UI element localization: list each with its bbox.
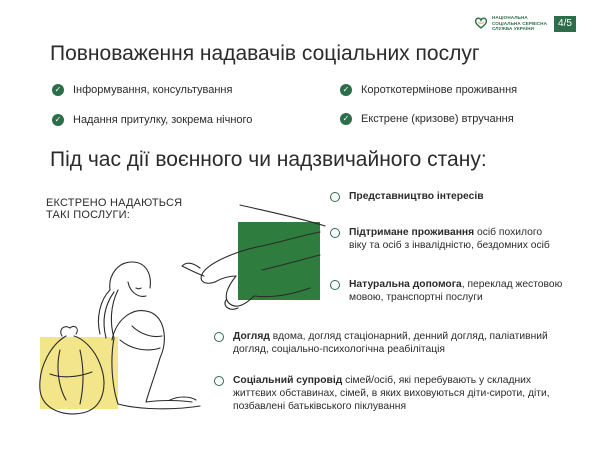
section-heading: Під час дії воєнного чи надзвичайного стану: [50,148,487,171]
power-item-label: Інформування, консультування [73,84,233,96]
service-title: Соціальний супровід [233,375,343,386]
check-circle-icon: ✓ [340,113,352,125]
ring-bullet-icon [330,280,340,290]
service-title: Підтримане проживання [349,227,475,238]
power-item-label: Екстрене (кризове) втручання [361,113,514,125]
ring-bullet-icon [330,192,340,202]
org-logo [474,15,547,32]
power-item [340,113,514,125]
check-circle-icon: ✓ [52,84,64,96]
page-title: Повноваження надавачів соціальних послуг [50,42,480,65]
power-item [340,84,517,96]
power-item [52,84,232,96]
ring-bullet-icon [214,376,224,386]
power-item-label: Надання притулку, зокрема нічного [73,114,253,126]
hand-drawing [182,205,325,309]
org-name: НАЦІОНАЛЬНА СОЦІАЛЬНА СЕРВІСНА СЛУЖБА УКРАЇНИ [492,15,548,32]
check-circle-icon: ✓ [52,114,64,126]
girl-drawing [98,262,200,409]
bag-drawing [40,326,104,414]
ring-bullet-icon [330,228,340,238]
service-item [214,330,576,356]
service-text: осіб похилого віку та осіб з інвалідністю, бездомних осіб [349,227,550,251]
service-title: Натуральна допомога [349,279,462,290]
green-square [238,222,320,300]
ring-bullet-icon [214,332,224,342]
check-circle-icon: ✓ [340,84,352,96]
page-number: 4/5 [554,16,576,32]
service-item [330,226,562,252]
service-title: Представництво інтересів [349,191,484,202]
service-title: Догляд [233,331,270,342]
service-text: , переклад жестовою мовою, транспортні послуги [349,279,563,303]
power-item-label: Короткотермінове проживання [361,84,518,96]
power-item [52,114,252,126]
service-item [214,374,574,413]
yellow-square [40,337,118,409]
heart-logo-icon [474,16,488,30]
emergency-label: ЕКСТРЕНО НАДАЮТЬСЯ ТАКІ ПОСЛУГИ: [46,197,183,221]
service-item [330,190,570,203]
service-item [330,278,575,304]
service-text: сімей/осіб, які перебувають у складних життєвих обставинах, сімей, в яких виховуються діти-сироти, діти, позбавлені батьківського піклування [233,375,550,412]
service-text: вдома, догляд стаціонарний, денний догляд, паліативний догляд, соціально-психологічна реабілітація [233,331,548,355]
